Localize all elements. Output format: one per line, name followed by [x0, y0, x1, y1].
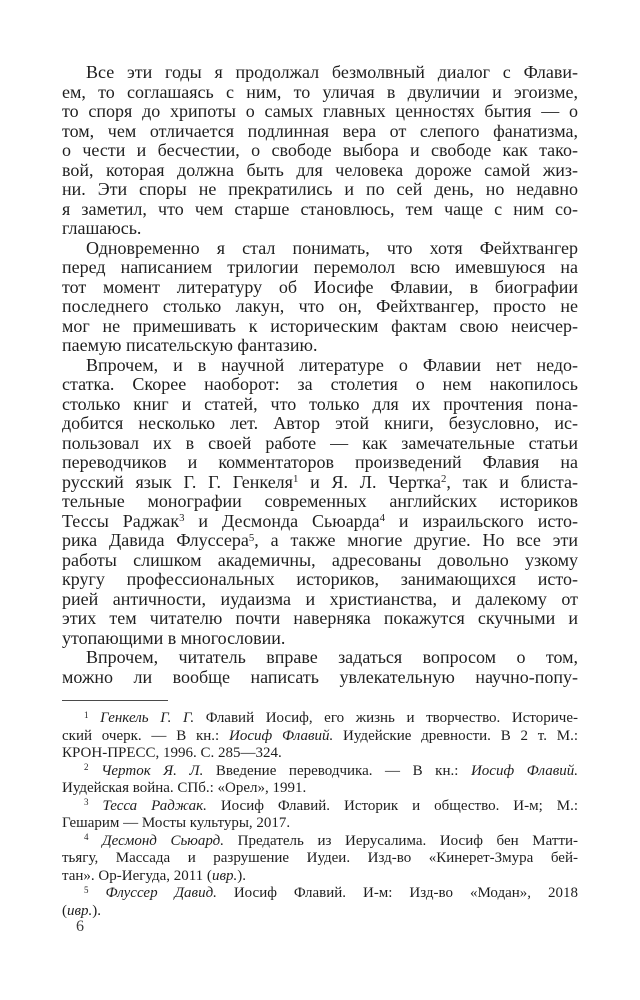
text-line: Тессы Раджак$^3$ и Десмонда Сьюарда$^4$ и израильского исто- — [62, 511, 578, 531]
text-line: Впрочем, и в научной литературе о Флавии нет недо- — [86, 355, 578, 375]
text-line: кругу профессиональных историков, занимающихся исто- — [62, 570, 578, 589]
page-number: 6 — [76, 918, 84, 935]
text-line: тельные монографии современных английских историков — [62, 492, 578, 511]
footnote-line: Гешарим — Мосты культуры, 2017. — [62, 815, 291, 831]
footnote-line: КРОН-ПРЕСС, 1996. С. 285—324. — [62, 745, 282, 761]
footnote-line: $^1$ Генкель Г. Г. Флавий Иосиф, его жизнь и творчество. Историче- — [84, 710, 578, 726]
text-line: русский язык Г. Г. Генкеля$^1$ и Я. Л. Чертка$^2$, так и блиста- — [62, 472, 578, 492]
text-line: Все эти годы я продолжал безмолвный диалог с Флави- — [86, 63, 578, 82]
footnote — [62, 763, 578, 798]
footnote-separator — [62, 700, 168, 701]
text-line: том, чем отличается подлинная вера от слепого фанатизма, — [62, 121, 578, 141]
footnote-line: тан». Ор-Иегуда, 2011 (ивр.). — [62, 867, 246, 884]
footnote-line: Иудейская война. СПб.: «Орел», 1991. — [62, 780, 307, 796]
footnote-line: $^4$ Десмонд Сьюард. Предатель из Иерусалима. Иосиф бен Матти- — [84, 832, 578, 849]
text-line: ни. Эти споры не прекратились и по сей день, но недавно — [62, 180, 578, 199]
paragraph — [62, 648, 578, 687]
text-line: работы слишком академичны, адресованы довольно узкому — [62, 550, 578, 570]
text-line: утопающими в многословии. — [62, 628, 286, 648]
text-line: последнего столько лакун, что он, Фейхтвангер, просто не — [62, 297, 578, 316]
footnote-line: ский очерк. — В кн.: Иосиф Флавий. Иудейские древности. В 2 т. М.: — [62, 727, 578, 744]
text-line: переводчиков и комментаторов произведений Флавия на — [62, 453, 578, 472]
text-line: рией античности, иудаизма и христианства, и далекому от — [62, 589, 578, 609]
footnote-line: $^3$ Тесса Раджак. Иосиф Флавий. Историк и общество. И-м; М.: — [84, 797, 578, 814]
text-line: о чести и бесчестии, о свободе выбора и свободе как тако- — [62, 141, 578, 160]
text-line: пользовал их в своей работе — как замечательные статьи — [62, 433, 578, 453]
footnote-line: (ивр.). — [62, 902, 102, 919]
body-text — [62, 63, 578, 687]
text-line: рика Давида Флуссера$^5$, а также многие другие. Но все эти — [62, 531, 578, 550]
text-line: мог не примешивать к историческим фактам свою неисчер- — [62, 316, 578, 336]
footnote — [62, 710, 578, 763]
text-line: тот момент литературу об Иосифе Флавии, в биографии — [62, 277, 578, 297]
text-line: то споря до хрипоты о самых главных ценностях бытия — о — [62, 102, 578, 121]
text-line: ем, то соглашаясь с ним, то уличая в двуличии и эгоизме, — [62, 82, 578, 102]
footnotes — [62, 710, 578, 920]
text-line: статка. Скорее наоборот: за столетия о нем накопилось — [62, 375, 578, 394]
text-line: перед написанием трилогии перемолол всю имевшуюся на — [62, 258, 578, 277]
footnote-line: $^2$ Черток Я. Л. Введение переводчика. — В кн.: Иосиф Флавий. — [84, 762, 578, 779]
paragraph — [62, 63, 578, 239]
text-line: этих тем читателю почти наверняка покажутся скучными и — [62, 609, 578, 628]
text-line: столько книг и статей, что только для их прочтения пона- — [62, 394, 578, 414]
footnote-line: $^5$ Флуссер Давид. Иосиф Флавий. И-м: Изд-во «Модан», 2018 — [84, 885, 578, 901]
text-line: вой, которая должна быть для человека дороже самой жиз- — [62, 160, 578, 180]
text-line: добится несколько лет. Автор этой книги, безусловно, ис- — [62, 414, 578, 433]
paragraph — [62, 356, 578, 649]
footnote-line: тьягу, Массада и разрушение Иудеи. Изд-во «Кинерет-Змура бей- — [62, 850, 578, 866]
paragraph — [62, 239, 578, 356]
text-line: глашаюсь. — [62, 219, 142, 238]
footnote — [62, 833, 578, 886]
text-line: Одновременно я стал понимать, что хотя Фейхтвангер — [86, 238, 578, 258]
text-line: можно ли вообще написать увлекательную научно-попу- — [62, 667, 578, 687]
footnote — [62, 798, 578, 833]
text-line: я заметил, что чем старше становлюсь, тем чаще с ним со- — [62, 199, 578, 219]
text-line: Впрочем, читатель вправе задаться вопросом о том, — [86, 648, 578, 667]
footnote — [62, 885, 578, 920]
text-line: паемую писательскую фантазию. — [62, 336, 318, 355]
